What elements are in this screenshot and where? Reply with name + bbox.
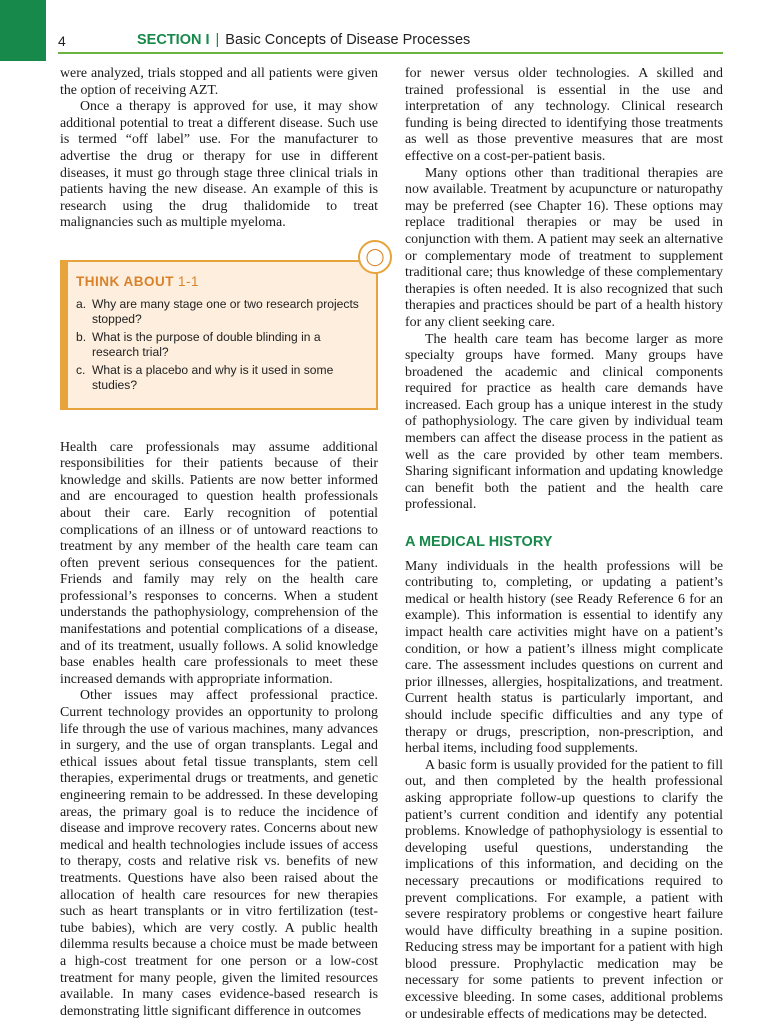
header-separator: | bbox=[215, 32, 220, 48]
chapter-tab bbox=[0, 0, 46, 61]
item-text: What is the purpose of double blinding in a research trial? bbox=[92, 329, 321, 360]
paragraph: Other issues may affect professional practice. Current technology provides an opportunity to prolong life through the use of various machines, many advances in surgery, and the use of organ transplants. Legal and ethical issues about fetal tissue transplants, stem cell therapies, experimental drugs or treatments, and genetic engineering remain to be addressed. In these developing areas, the primary goal is to reduce the incidence of disease and improve recovery rates. Concerns about new medical and health technologies include issues of access to therapy, costs and relative risk vs. benefits of new treatments. Questions have also been raised about the allocation of health care resources for new therapies such as heart transplants or in vitro fertilization (test-tube babies), which are very costly. A public health dilemma results because a choice must be made between a high-cost treatment for one person or a low-cost treatment for many people, given the limited resources available. In many cases evidence-based research is demonstrating little significant difference in outcomes bbox=[60, 688, 378, 1019]
page-number: 4 bbox=[58, 33, 66, 49]
think-about-box bbox=[60, 246, 385, 410]
list-item bbox=[76, 363, 366, 394]
think-about-label: THINK ABOUT bbox=[76, 273, 174, 289]
section-label: SECTION I bbox=[137, 32, 210, 48]
paragraph: Once a therapy is approved for use, it may show additional potential to treat a different disease. Such use is termed “off label” use. For the manufacturer to advertise the drug or therapy for use in different diseases, it must go through stage three clinical trials in patients having the new disease. An example of this is research using the drug thalidomide to treat malignancies such as multiple myeloma. bbox=[60, 99, 378, 231]
think-about-title bbox=[76, 274, 366, 291]
list-item bbox=[76, 330, 366, 361]
item-label: b. bbox=[76, 329, 87, 344]
item-text: Why are many stage one or two research projects stopped? bbox=[92, 296, 359, 327]
section-heading: A MEDICAL HISTORY bbox=[405, 534, 553, 551]
left-column bbox=[60, 66, 385, 1020]
running-header bbox=[137, 32, 470, 48]
lightbulb-icon: ◯ bbox=[358, 240, 392, 274]
paragraph: Health care professionals may assume additional responsibilities for their patients because of their knowledge and skills. Patients are now better informed and are encouraged to question health professionals about their care. Early recognition of potential complications of an illness or of untoward reactions to treatment by any member of the health care team can often prevent serious consequences for the patient. Friends and family may rely on the health care professional’s responses to concerns. When a student understands the pathophysiology, comprehension of the manifestations and potential complications of a disease, and of its treatment, usually follows. A solid knowledge base enables health care professionals to meet these increased demands with appropriate information. bbox=[60, 439, 378, 687]
item-label: a. bbox=[76, 296, 87, 311]
paragraph: A basic form is usually provided for the patient to fill out, and then completed by the health professional asking appropriate follow-up questions to clarify the patient’s current condition and identify any potential problems. Knowledge of pathophysiology is essential to developing useful questions, understanding the implications of this information, and deciding on the necessary precautions or modifications required to prevent complications. For example, a patient with severe respiratory problems or congestive heart failure would have difficulty breathing in a supine position. Reducing stress may be important for a patient with high blood pressure. Prophylactic medication may be necessary for some patients to prevent infection or excessive bleeding. In some cases, additional problems or undesirable effects of medications may be detected. bbox=[405, 757, 723, 1022]
think-about-number: 1-1 bbox=[178, 273, 200, 289]
list-item bbox=[76, 297, 366, 328]
think-about-list bbox=[76, 297, 366, 394]
item-label: c. bbox=[76, 362, 86, 377]
item-text: What is a placebo and why is it used in some studies? bbox=[92, 362, 334, 393]
paragraph: were analyzed, trials stopped and all patients were given the option of receiving AZT. bbox=[60, 66, 378, 98]
paragraph: for newer versus older technologies. A skilled and trained professional is essential in the use and interpretation of any technology. Clinical research funding is being directed to identifying those treatments as well as those preventive measures that are most effective on a cost-per-patient basis. bbox=[405, 66, 723, 164]
right-column bbox=[405, 66, 723, 1023]
section-title: Basic Concepts of Disease Processes bbox=[225, 32, 471, 48]
paragraph: The health care team has become larger as more specialty groups have formed. Many groups have broadened the academic and clinical components required for practice as health care demands have increased. Each group has a unique interest in the study of pathophysiology. The care given by individual team members can affect the disease process in the patient as well as the care provided by other team members. Sharing significant information and updating knowledge can benefit both the patient and the health care professional. bbox=[405, 331, 723, 513]
paragraph: Many options other than traditional therapies are now available. Treatment by acupuncture or naturopathy may be preferred (see Chapter 16). These options may replace traditional therapies or may be used in conjunction with them. A patient may seek an alternative or complementary mode of treatment to supplement traditional care; thus knowledge of these complementary therapies is often needed. It is also recognized that such therapies and practices should be part of a health history for any client seeking care. bbox=[405, 165, 723, 330]
paragraph: Many individuals in the health professions will be contributing to, completing, or updating a patient’s medical or health history (see Ready Reference 6 for an example). This information is essential to identify any impact health care activities might have on a patient’s condition, or how a patient’s illness might complicate care. The assessment includes questions on current and prior illnesses, allergies, hospitalizations, and treatment. Current health status is particularly important, and should include specific difficulties and any type of therapy or drugs, prescription, non-prescription, and herbal items, including food supplements. bbox=[405, 558, 723, 757]
header-rule bbox=[58, 52, 723, 54]
